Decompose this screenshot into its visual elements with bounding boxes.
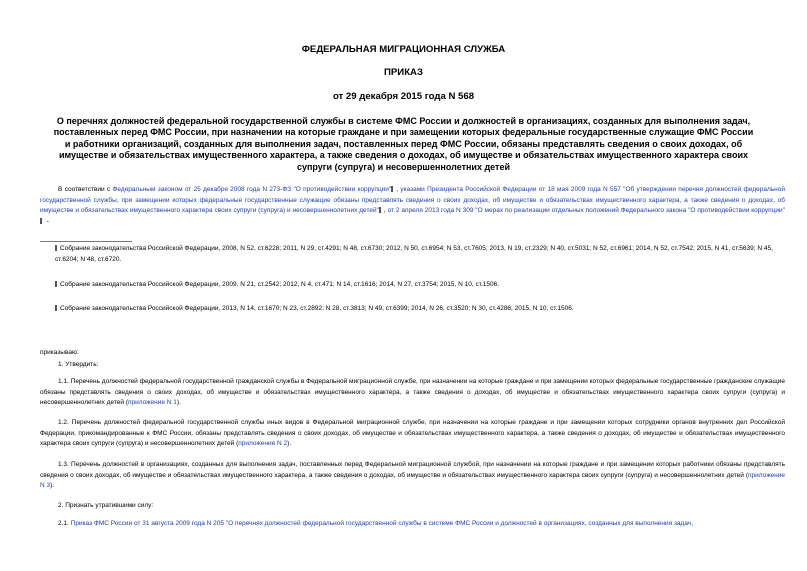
link-appendix-3[interactable]: приложение N 3 [40,471,785,490]
footnote-text: Собрание законодательства Российской Федерации, 2013, N 14, ст.1670; N 23, ст.2892; N 28, ст.3813; N 49, ст.6399; 2014, N 26, ст.3520; N 30, ст.4286; 2015, N 10, ст.1506. [60,305,574,312]
footnote [55,304,785,315]
link-order-205[interactable]: Приказ ФМС России от 31 августа 2009 года N 205 "О перечнях должностей федеральной государственной службы в системе ФМС России и должностей в организациях, созданных для выполнения задач, [70,520,694,527]
item-text: 1.1. Перечень должностей федеральной государственной гражданской службы в Федеральной миграционной службе, при назначении на которые граждане и при замещении которых федеральные государственные гражданские служащие обязаны представлять сведения о своих доходах, об имуществе и обязательствах имущественного характера, а также сведения о доходах, об имуществе и обязательствах имущественного характера своих супруги (супруга) и несовершеннолетних детей ( [40,378,785,407]
item-1-3 [40,460,785,492]
preamble-text: - [45,217,49,225]
footnote-marker [55,305,57,311]
footnote-marker[interactable] [379,207,381,213]
footnote-divider [40,241,132,242]
item-approve: 1. Утвердить: [58,361,99,368]
link-appendix-2[interactable]: приложение N 2 [238,440,288,448]
footnote-marker[interactable] [40,218,42,224]
document-date: от 29 декабря 2015 года N 568 [332,91,475,102]
order-command: приказываю: [40,349,79,356]
item-2-1 [40,519,785,530]
footnote-text: Собрание законодательства Российской Федерации, 2009, N 21, ст.2542; 2012, N 4, ст.471; N 14, ст.1616; 2014, N 27, ст.3754; 2015, N 10, ст.1506. [60,281,500,288]
item-text: ). [176,399,181,407]
footnote-text: Собрание законодательства Российской Федерации, 2008, N 52, ст.6228; 2011, N 29, ст.4291; N 48, ст.6730; 2012, N 50, ст.6954; N 53, ст.7605; 2013, N 19, ст.2329; N 40, ст.5031; N 52, ст.6961; 2014, N 52, ст.7542; 2015, N 41, ст.5639; N 45, ст.6204; N 48, ст.6720. [55,245,773,263]
preamble-text: , [383,207,388,215]
footnote-marker[interactable] [391,186,393,192]
preamble-paragraph [40,185,785,227]
link-appendix-1[interactable]: приложение N 1 [128,399,177,407]
item-text: 2.1. [58,520,71,527]
item-invalidate: 2. Признать утратившими силу: [58,502,154,509]
document-title: О перечнях должностей федеральной государственной службы в системе ФМС России и должностей в организациях, созданных для выполнения задач, поставленных перед ФМС России, при назначении на которые граждане и при замещении которых федеральные государственные служащие ФМС России и работники организаций, созданных для выполнения задач, поставленных перед ФМС России, обязаны представлять сведения о своих доходах, об имуществе и обязательствах имущественного характера, а также сведения о доходах, об имуществе и обязательствах имущественного характера своих супруги (супруга) и несовершеннолетних детей [53,116,754,172]
item-text: 1.2. Перечень должностей федеральной государственной службы иных видов в Федеральной миграционной службе, при назначении на которые граждане и при замещении которых сотрудники органов внутренних дел Российской Федерации, прикомандированные к ФМС России, обязаны представлять сведения о своих доходах, об имуществе и обязательствах имущественного характера, а также сведения о доходах, об имуществе и обязательствах имущественного характера своих супруги (супруга) и несовершеннолетних детей ( [40,419,785,448]
document-type: ПРИКАЗ [384,67,423,78]
link-federal-law-273[interactable]: Федеральным законом от 25 декабря 2008 года N 273-ФЗ "О противодействии коррупции" [112,186,392,193]
item-text: 1.3. Перечень должностей в организациях, созданных для выполнения задач, поставленных перед Федеральной миграционной службой, при назначении на которые граждане и при замещении которых работники обязаны представлять сведения о своих доходах, об имуществе и обязательствах имущественного характера, а также сведения о доходах, об имуществе и обязательствах имущественного характера своих супруги (супруга) и несовершеннолетних детей ( [40,461,785,479]
link-decree-309[interactable]: от 2 апреля 2013 года N 309 "О мерах по реализации отдельных положений Федерального закона "О противодействии коррупции" [387,207,785,215]
preamble-text: , [396,186,401,193]
footnote-marker [55,281,57,287]
item-text: ). [287,440,292,448]
footnote [55,280,785,291]
footnote [55,244,785,265]
agency-name: ФЕДЕРАЛЬНАЯ МИГРАЦИОННАЯ СЛУЖБА [301,44,506,55]
preamble-text: В соответствии с [58,186,113,193]
link-decree-557[interactable]: указами Президента Российской Федерации от 18 мая 2009 года N 557 "Об утверждении перечня должностей федеральной государственной службы, при замещении которых федеральные государственные служащие обязаны представлять сведения о своих доходах, об имуществе и обязательствах имущественного характера, а также сведения о доходах, об имуществе и обязательствах имущественного характера своих супруги (супруга) и несовершеннолетних детей" [40,186,786,215]
item-1-1 [40,377,785,409]
item-1-2 [40,418,785,450]
item-text: ). [50,482,55,490]
footnote-marker [55,245,57,251]
